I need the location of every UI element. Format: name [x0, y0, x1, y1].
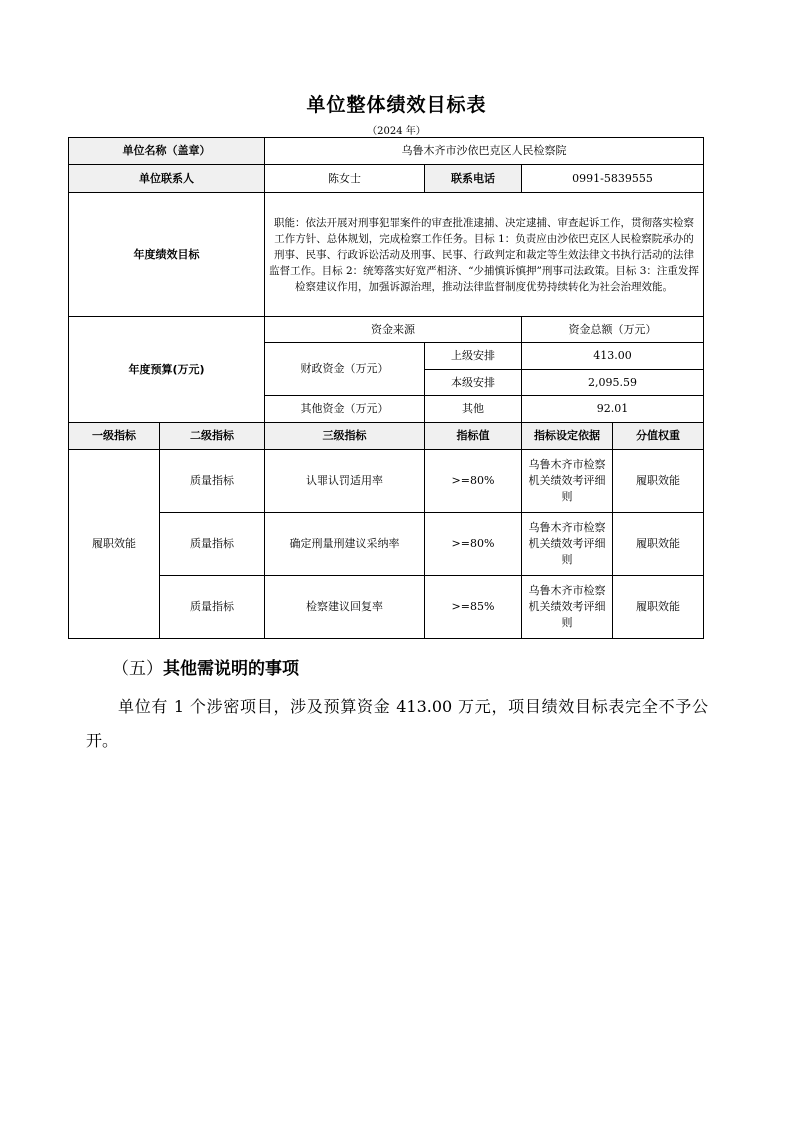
header-basis: 指标设定依据 — [522, 423, 613, 450]
local-value: 2,095.59 — [522, 370, 704, 396]
goal-text: 职能：依法开展对刑事犯罪案件的审查批准逮捕、决定逮捕、审查起诉工作，贯彻落实检察工作方针、总体规划，完成检察工作任务。目标 1：负责应由沙依巴克区人民检察院承办的刑事、民事、行政诉讼活动及刑事、民事、行政判定和裁定等生效法律文书执行活动的法律监督工作。目标 2：统筹落实好宽严相济、“少捕慎诉慎押”刑事司法政策。目标 3：注重发挥检察建议作用，加强诉源治理，推动法律监督制度优势持续转化为社会治理效能。 — [265, 193, 704, 317]
unit-name-label: 单位名称（盖章） — [69, 138, 265, 165]
year-label: （2024 年） — [367, 126, 426, 137]
local-label: 本级安排 — [425, 370, 522, 396]
phone-value: 0991-5839555 — [522, 165, 704, 193]
weight-cell: 履职效能 — [613, 576, 704, 639]
goal-label: 年度绩效目标 — [69, 193, 265, 317]
header-value: 指标值 — [425, 423, 522, 450]
source-header: 资金来源 — [265, 317, 522, 343]
header-weight: 分值权重 — [613, 423, 704, 450]
basis-cell: 乌鲁木齐市检察机关绩效考评细则 — [522, 450, 613, 513]
upper-label: 上级安排 — [425, 343, 522, 370]
total-header: 资金总额（万元） — [522, 317, 704, 343]
contact-label: 单位联系人 — [69, 165, 265, 193]
performance-table — [68, 137, 704, 639]
value-cell: >=80% — [425, 513, 522, 576]
upper-value: 413.00 — [522, 343, 704, 370]
basis-cell: 乌鲁木齐市检察机关绩效考评细则 — [522, 576, 613, 639]
level2-cell: 质量指标 — [160, 576, 265, 639]
contact-value: 陈女士 — [265, 165, 425, 193]
basis-cell: 乌鲁木齐市检察机关绩效考评细则 — [522, 513, 613, 576]
value-cell: >=80% — [425, 450, 522, 513]
header-level3: 三级指标 — [265, 423, 425, 450]
value-cell: >=85% — [425, 576, 522, 639]
level3-cell: 确定刑量刑建议采纳率 — [265, 513, 425, 576]
unit-name-value: 乌鲁木齐市沙依巴克区人民检察院 — [265, 138, 704, 165]
section-number: （五） — [112, 659, 163, 679]
table-row — [69, 513, 704, 576]
fiscal-label: 财政资金（万元） — [265, 343, 425, 396]
page-title: 单位整体绩效目标表 — [306, 94, 487, 116]
level3-cell: 认罪认罚适用率 — [265, 450, 425, 513]
section-heading — [112, 654, 299, 679]
budget-label: 年度预算(万元) — [69, 317, 265, 423]
level3-cell: 检察建议回复率 — [265, 576, 425, 639]
table-row — [69, 576, 704, 639]
level2-cell: 质量指标 — [160, 513, 265, 576]
header-level1: 一级指标 — [69, 423, 160, 450]
other-sub-label: 其他 — [425, 396, 522, 423]
weight-cell: 履职效能 — [613, 450, 704, 513]
weight-cell: 履职效能 — [613, 513, 704, 576]
level2-cell: 质量指标 — [160, 450, 265, 513]
section-paragraph: 单位有 1 个涉密项目，涉及预算资金 413.00 万元，项目绩效目标表完全不予公开。 — [86, 697, 708, 750]
level1-cell: 履职效能 — [69, 450, 160, 639]
header-level2: 二级指标 — [160, 423, 265, 450]
other-funds-label: 其他资金（万元） — [265, 396, 425, 423]
section-title: 其他需说明的事项 — [163, 659, 299, 679]
phone-label: 联系电话 — [425, 165, 522, 193]
table-row — [69, 450, 704, 513]
other-value: 92.01 — [522, 396, 704, 423]
